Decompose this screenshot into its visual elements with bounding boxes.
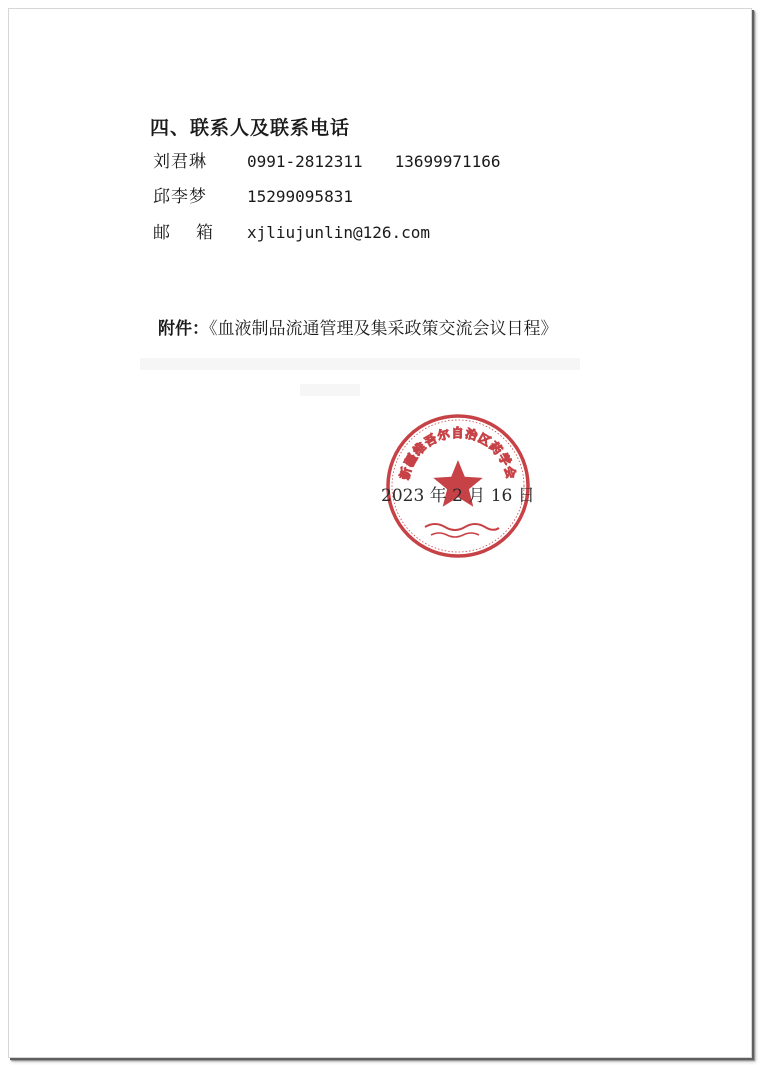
seal-script-mark xyxy=(425,524,499,530)
bleed-through-mark xyxy=(300,384,360,396)
contact-row xyxy=(153,186,353,208)
section-heading: 四、联系人及联系电话 xyxy=(150,117,351,139)
attachment-label: 附件： xyxy=(158,319,209,339)
contact-mobile: 13699971166 xyxy=(394,152,501,171)
contact-phone: 0991-2812311 xyxy=(247,152,363,171)
attachment-title: 《血液制品流通管理及集采政策交流会议日程》 xyxy=(209,319,558,339)
seal-text: 新疆维吾尔自治区药学会 xyxy=(397,426,519,481)
document-date: 2023 年 2 月 16 日 xyxy=(381,486,535,506)
contact-mobile: 15299095831 xyxy=(247,187,353,206)
contact-row xyxy=(153,222,430,244)
seal-script-mark xyxy=(431,533,479,537)
contact-name: 刘君琳 xyxy=(153,152,207,172)
bleed-through-mark xyxy=(140,358,580,370)
contact-email: xjliujunlin@126.com xyxy=(247,223,431,242)
contact-row xyxy=(153,151,501,173)
email-label: 邮 箱 xyxy=(153,223,214,243)
attachment-line xyxy=(158,314,558,339)
contact-name: 邱李梦 xyxy=(153,187,207,207)
